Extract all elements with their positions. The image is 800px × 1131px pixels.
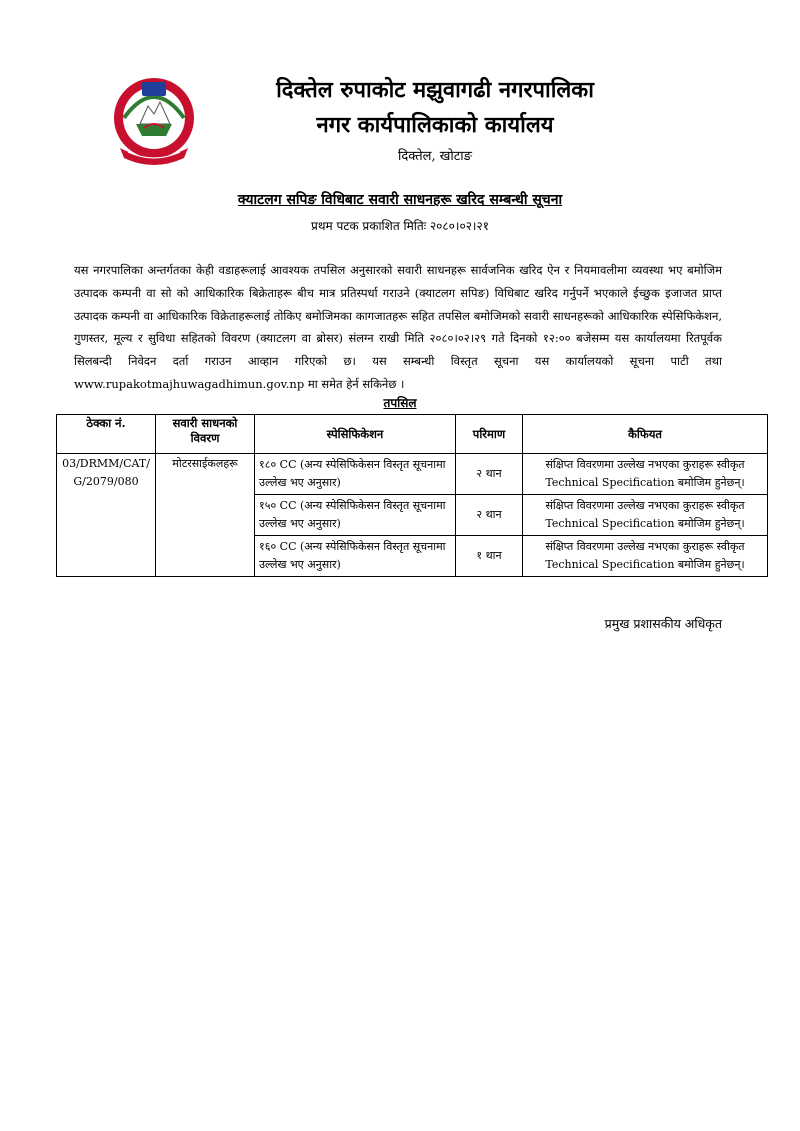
table-row: [57, 454, 768, 495]
qty-cell: १ थान: [456, 536, 523, 577]
tender-number: 03/DRMM/CAT/ G/2079/080: [57, 454, 156, 577]
qty-cell: २ थान: [456, 454, 523, 495]
notice-body: यस नगरपालिका अन्तर्गतका केही वडाहरूलाई आवश्यक तपसिल अनुसारको सवारी साधनहरू सार्वजनिक खरिद ऐन र नियमावलीमा व्यवस्था भए बमोजिम उत्पादक कम्पनी वा सो को आधिकारिक बिक्रेताहरू बीच मात्र प्रतिस्पर्धा गराउने (क्याटलग सपिङ) विधिबाट खरिद गर्नुपर्ने भएकाले ईच्छुक इजाजत प्राप्त उत्पादक कम्पनी वा आधिकारिक विक्रेताहरूलाई तोकिए बमोजिमका कागजातहरू सहित तपसिल बमोजिमको सवारी साधनहरूको आधिकारिक स्पेसिफिकेशन, गुणस्तर, मूल्य र सुविधा सहितको विवरण (क्याटलग वा ब्रोसर) संलग्न राखी मिति २०८०।०२।२९ गते दिनको १२:०० बजेसम्म यस कार्यालयमा रितपूर्वक सिलबन्दी निवेदन दर्ता गराउन आव्हान गरिएको छ। यस सम्बन्धी विस्तृत सूचना यस कार्यालयको सूचना पाटी तथा www.rupakotmajhuwagadhimun.gov.np मा समेत हेर्न सकिनेछ ।: [74, 263, 722, 391]
spec-cell: १८० CC (अन्य स्पेसिफिकेसन विस्तृत सूचनामा उल्लेख भए अनुसार): [255, 454, 456, 495]
qty-cell: २ थान: [456, 495, 523, 536]
remark-cell: संक्षिप्त विवरणमा उल्लेख नभएका कुराहरू स्वीकृत Technical Specification बमोजिम हुनेछन्।: [523, 495, 768, 536]
schedule-label: तपसिल: [383, 396, 417, 410]
vehicle-description: मोटरसाईकलहरू: [156, 454, 255, 577]
notice-title: क्याटलग सपिङ विधिबाट सवारी साधनहरू खरिद सम्बन्धी सूचना: [237, 192, 563, 208]
org-name: दिक्तेल रुपाकोट मझुवागढी नगरपालिका: [276, 77, 594, 103]
vehicle-spec-table: [56, 414, 768, 577]
signature-title: प्रमुख प्रशासकीय अधिकृत: [604, 616, 722, 631]
col-header-tender-no: ठेक्का नं.: [57, 415, 156, 454]
remark-cell: संक्षिप्त विवरणमा उल्लेख नभएका कुराहरू स्वीकृत Technical Specification बमोजिम हुनेछन्।: [523, 536, 768, 577]
office-location: दिक्तेल, खोटाङ: [398, 149, 472, 164]
table-header-row: [57, 415, 768, 454]
spec-cell: १६० CC (अन्य स्पेसिफिकेसन विस्तृत सूचनामा उल्लेख भए अनुसार): [255, 536, 456, 577]
col-header-spec: स्पेसिफिकेशन: [255, 415, 456, 454]
nepal-emblem-icon: [110, 74, 198, 166]
col-header-remarks: कैफियत: [523, 415, 768, 454]
published-date: प्रथम पटक प्रकाशित मितिः २०८०।०२।२१: [311, 219, 489, 233]
spec-cell: १५० CC (अन्य स्पेसिफिकेसन विस्तृत सूचनामा उल्लेख भए अनुसार): [255, 495, 456, 536]
office-name: नगर कार्यपालिकाको कार्यालय: [316, 112, 554, 138]
remark-cell: संक्षिप्त विवरणमा उल्लेख नभएका कुराहरू स्वीकृत Technical Specification बमोजिम हुनेछन्।: [523, 454, 768, 495]
col-header-qty: परिमाण: [456, 415, 523, 454]
col-header-vehicle: सवारी साधनको विवरण: [156, 415, 255, 454]
